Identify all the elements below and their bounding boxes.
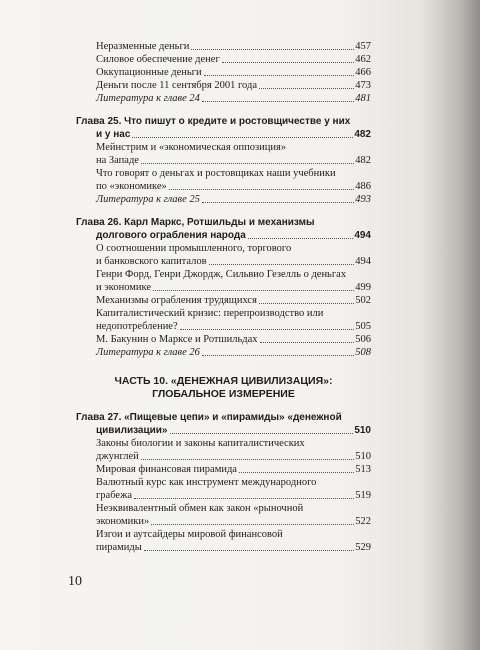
dot-leader	[204, 75, 355, 76]
entry-text: недопотребление?	[96, 321, 178, 332]
toc-entry	[76, 242, 371, 268]
entry-text-line: Глава 26. Карл Маркс, Ротшильды и механизмы	[76, 217, 315, 228]
entry-row	[96, 294, 371, 307]
entry-text: Литература к главе 24	[96, 93, 200, 104]
entry-text-line: Изгои и аутсайдеры мировой финансовой	[96, 529, 283, 540]
entry-page-number: 510	[354, 425, 371, 436]
entry-row	[76, 128, 371, 141]
entry-text-line: Неэквивалентный обмен как закон «рыночной	[96, 503, 304, 514]
toc-entry	[76, 333, 371, 346]
part-heading-line: ЧАСТЬ 10. «ДЕНЕЖНАЯ ЦИВИЛИЗАЦИЯ»:	[114, 375, 333, 387]
dot-leader	[134, 498, 354, 499]
dot-leader	[222, 62, 354, 63]
dot-leader	[170, 433, 354, 434]
entry-text: и у нас	[96, 129, 131, 140]
entry-text: Неразменные деньги	[96, 41, 190, 52]
entry-page-number: 482	[355, 155, 371, 166]
toc-entry	[76, 476, 371, 502]
toc-entry	[76, 79, 371, 92]
entry-text: Механизмы ограбления трудящихся	[96, 295, 257, 306]
literature-entry	[76, 92, 371, 105]
entry-page-number: 499	[355, 282, 371, 293]
toc-entry	[76, 268, 371, 294]
entry-text: Силовое обеспечение денег	[96, 54, 220, 65]
dot-leader	[202, 202, 354, 203]
entry-page-number: 506	[355, 334, 371, 345]
entry-text: и банковского капиталов	[96, 256, 207, 267]
entry-row	[96, 79, 371, 92]
literature-entry	[76, 193, 371, 206]
entry-text: долгового ограбления народа	[96, 230, 246, 241]
entry-page-number: 529	[355, 542, 371, 553]
dot-leader	[141, 459, 354, 460]
entry-text: экономики»	[96, 516, 150, 527]
part-heading-line: ГЛОБАЛЬНОЕ ИЗМЕРЕНИЕ	[152, 388, 295, 400]
entry-row	[96, 515, 371, 528]
entry-text-line: Законы биологии и законы капиталистических	[96, 438, 305, 449]
entry-text: Деньги после 11 сентября 2001 года	[96, 80, 257, 91]
entry-text: грабежа	[96, 490, 132, 501]
entry-text: на Западе	[96, 155, 139, 166]
dot-leader	[259, 303, 354, 304]
dot-leader	[202, 355, 354, 356]
entry-page-number: 462	[355, 54, 371, 65]
entry-page-number: 494	[355, 256, 371, 267]
entry-row	[96, 463, 371, 476]
entry-page-number: 522	[355, 516, 371, 527]
entry-text: пирамиды	[96, 542, 142, 553]
entry-text: Литература к главе 26	[96, 347, 200, 358]
toc-entry	[76, 53, 371, 66]
entry-row	[96, 489, 371, 502]
entry-text-line: Генри Форд, Генри Джордж, Сильвио Гезелль о деньгах	[96, 269, 347, 280]
entry-row	[96, 53, 371, 66]
table-of-contents	[76, 40, 371, 554]
entry-page-number: 502	[355, 295, 371, 306]
dot-leader	[132, 137, 353, 138]
toc-entry	[76, 307, 371, 333]
entry-row	[96, 193, 371, 206]
entry-row	[96, 320, 371, 333]
entry-page-number: 482	[354, 129, 371, 140]
entry-row	[76, 229, 371, 242]
entry-page-number: 510	[355, 451, 371, 462]
entry-text-line: Что говорят о деньгах и ростовщиках наши учебники	[96, 168, 336, 179]
dot-leader	[144, 550, 354, 551]
toc-entry	[76, 528, 371, 554]
entry-row	[96, 281, 371, 294]
dot-leader	[202, 101, 354, 102]
entry-text-line: Капиталистический кризис: перепроизводство или	[96, 308, 324, 319]
entry-page-number: 493	[355, 194, 371, 205]
entry-row	[96, 450, 371, 463]
entry-text-line: Глава 27. «Пищевые цепи» и «пирамиды» «денежной	[76, 412, 342, 423]
entry-page-number: 508	[355, 347, 371, 358]
entry-row	[96, 255, 371, 268]
entry-row	[96, 346, 371, 359]
entry-text: Мировая финансовая пирамида	[96, 464, 237, 475]
toc-entry	[76, 437, 371, 463]
entry-row	[96, 66, 371, 79]
dot-leader	[248, 238, 354, 239]
entry-page-number: 519	[355, 490, 371, 501]
dot-leader	[191, 49, 354, 50]
entry-page-number: 513	[355, 464, 371, 475]
dot-leader	[153, 290, 354, 291]
toc-entry	[76, 294, 371, 307]
literature-entry	[76, 346, 371, 359]
dot-leader	[259, 88, 354, 89]
entry-text: М. Бакунин о Марксе и Ротшильдах	[96, 334, 258, 345]
entry-row	[96, 333, 371, 346]
entry-text: Оккупационные деньги	[96, 67, 202, 78]
toc-entry	[76, 40, 371, 53]
entry-page-number: 473	[355, 80, 371, 91]
entry-row	[76, 424, 371, 437]
dot-leader	[260, 342, 355, 343]
toc-entry	[76, 141, 371, 167]
toc-entry	[76, 66, 371, 79]
toc-entry	[76, 463, 371, 476]
entry-page-number: 481	[355, 93, 371, 104]
entry-text: Литература к главе 25	[96, 194, 200, 205]
entry-text: и экономике	[96, 282, 152, 293]
entry-page-number: 457	[355, 41, 371, 52]
dot-leader	[151, 524, 354, 525]
entry-text-line: О соотношении промышленного, торгового	[96, 243, 292, 254]
chapter-heading	[76, 411, 371, 437]
entry-text: по «экономике»	[96, 181, 167, 192]
entry-page-number: 505	[355, 321, 371, 332]
entry-text-line: Глава 25. Что пишут о кредите и ростовщичестве у них	[76, 116, 351, 127]
entry-text: цивилизации»	[96, 425, 168, 436]
dot-leader	[239, 472, 354, 473]
entry-page-number: 494	[354, 230, 371, 241]
entry-text: джунглей	[96, 451, 139, 462]
dot-leader	[169, 189, 354, 190]
dot-leader	[180, 329, 355, 330]
entry-text-line: Валютный курс как инструмент международного	[96, 477, 317, 488]
dot-leader	[209, 264, 355, 265]
entry-page-number: 486	[355, 181, 371, 192]
chapter-heading	[76, 115, 371, 141]
entry-row	[96, 180, 371, 193]
entry-page-number: 466	[355, 67, 371, 78]
page-number: 10	[68, 574, 82, 589]
entry-row	[96, 92, 371, 105]
toc-entry	[76, 502, 371, 528]
entry-row	[96, 40, 371, 53]
toc-entry	[76, 167, 371, 193]
entry-row	[96, 154, 371, 167]
dot-leader	[141, 163, 354, 164]
chapter-heading	[76, 216, 371, 242]
entry-text-line: Мейнстрим и «экономическая оппозиция»	[96, 142, 287, 153]
part-heading	[76, 375, 371, 401]
entry-row	[96, 541, 371, 554]
